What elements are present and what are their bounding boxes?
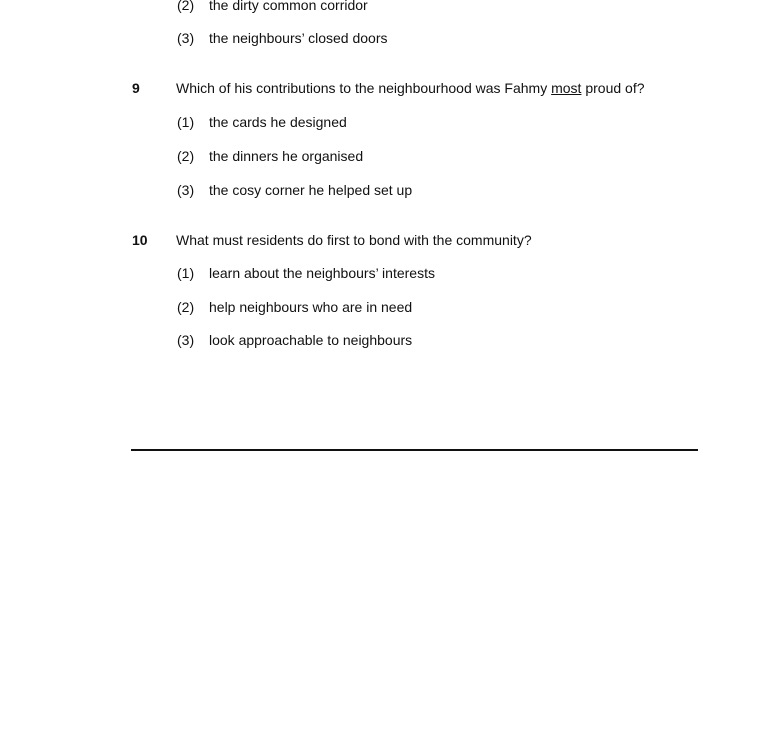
option-text: help neighbours who are in need	[209, 299, 413, 315]
option-text: the neighbours’ closed doors	[209, 30, 388, 46]
option-number: (3)	[177, 332, 195, 348]
option-text: learn about the neighbours’ interests	[209, 265, 435, 281]
question-text: What must residents do first to bond with the community?	[176, 232, 532, 248]
option-number: (2)	[177, 0, 195, 13]
option-number: (2)	[177, 148, 195, 164]
option-number: (2)	[177, 299, 195, 315]
question-text-part: Which of his contributions to the neighbourhood was Fahmy	[176, 80, 552, 96]
option-text: the dirty common corridor	[209, 0, 368, 13]
question-text	[176, 80, 645, 96]
section-divider	[131, 449, 698, 451]
option-text: look approachable to neighbours	[209, 332, 413, 348]
option-text: the cosy corner he helped set up	[209, 182, 413, 198]
option-text: the cards he designed	[209, 114, 347, 130]
option-number: (1)	[177, 114, 195, 130]
option-number: (3)	[177, 30, 195, 46]
option-number: (1)	[177, 265, 195, 281]
option-number: (3)	[177, 182, 195, 198]
question-text-part: proud of?	[581, 80, 645, 96]
option-text: the dinners he organised	[209, 148, 364, 164]
emphasis-word: most	[551, 80, 582, 96]
question-number: 10	[132, 232, 148, 248]
question-number: 9	[132, 80, 140, 96]
